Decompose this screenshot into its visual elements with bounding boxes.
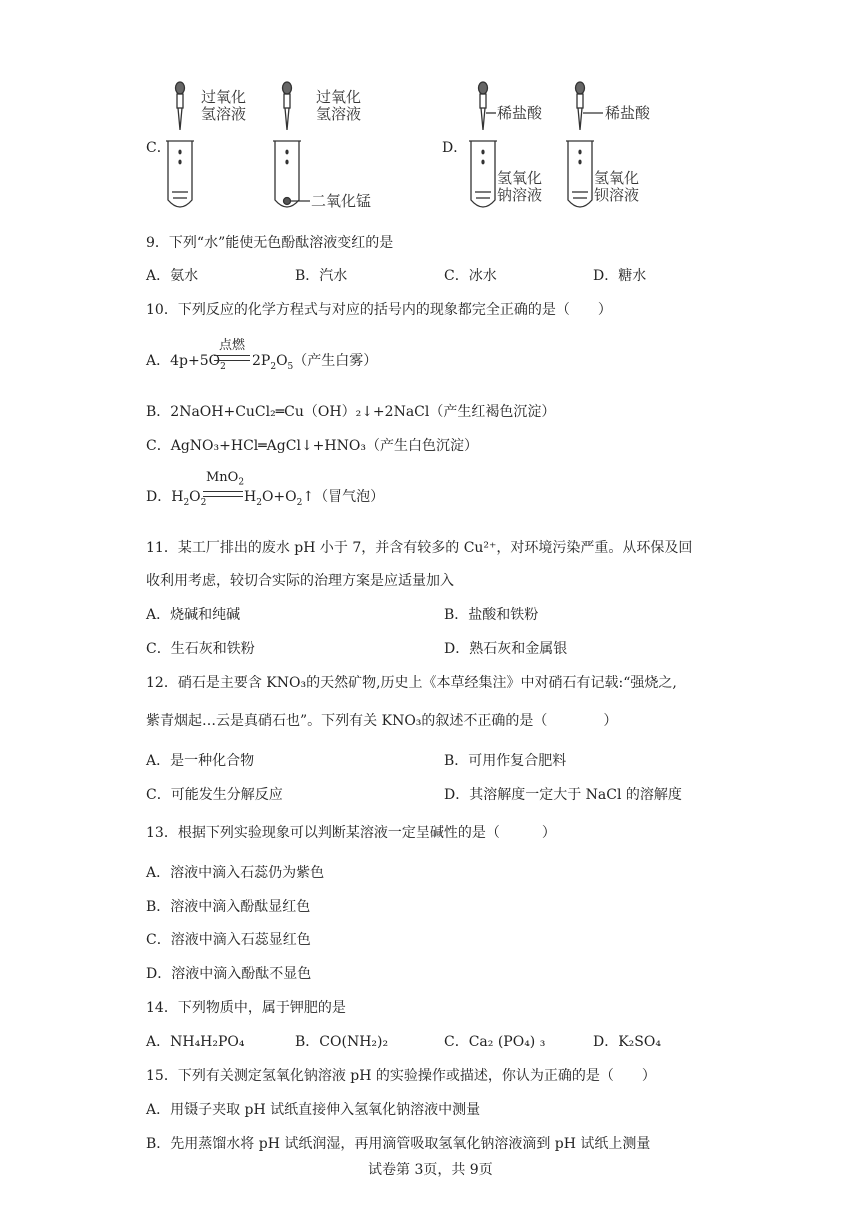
option-b: B．汽水 <box>295 268 348 284</box>
option-c: C．溶液中滴入石蕊显红色 <box>146 932 311 948</box>
reaction-condition: 点燃 <box>219 338 246 353</box>
option-d: D．糖水 <box>593 268 647 284</box>
option-c: C．AgNO₃+HCl═AgCl↓+HNO₃（产生白色沉淀） <box>146 438 478 454</box>
option-c-label: C． <box>146 140 171 156</box>
option-b: B．CO(NH₂)₂ <box>295 1034 389 1050</box>
option-d: D．其溶解度一定大于 NaCl 的溶解度 <box>444 787 682 803</box>
question-stem-line-2: 紫青烟起…云是真硝石也”。下列有关 KNO₃的叙述不正确的是（ ） <box>146 713 618 729</box>
c-tube1-reagent-label: 过氧化 氢溶液 <box>201 88 247 123</box>
page-footer: 试卷第 3页，共 9页 <box>368 1162 493 1178</box>
question-stem-line-1: 12．硝石是主要含 KNO₃的天然矿物,历史上《本草经集注》中对硝石有记载:“强烧之, <box>146 675 677 691</box>
option-d: D．溶液中滴入酚酞不显色 <box>146 966 312 982</box>
option-a: A．是一种化合物 <box>146 753 255 769</box>
option-c: C．生石灰和铁粉 <box>146 641 255 657</box>
c-tube2-bottom-label: 二氧化锰 <box>311 192 372 210</box>
option-a: A．用镊子夹取 pH 试纸直接伸入氢氧化钠溶液中测量 <box>146 1102 481 1118</box>
question-stem-line-1: 11．某工厂排出的废水 pH 小于 7，并含有较多的 Cu²⁺，对环境污染严重。从环保及回 <box>146 540 693 556</box>
option-b: B．2NaOH+CuCl₂═Cu（OH）₂↓+2NaCl（产生红褐色沉淀） <box>146 404 556 420</box>
equation-sign <box>203 491 243 497</box>
d-tube1-reagent-label: 稀盐酸 <box>497 104 543 122</box>
question-stem: 14．下列物质中，属于钾肥的是 <box>146 1000 346 1016</box>
c-tube2-reagent-label: 过氧化 氢溶液 <box>316 88 362 123</box>
d-tube1-bottom-label: 氢氧化 钠溶液 <box>497 169 543 204</box>
d-tube2-bottom-label: 氢氧化 钡溶液 <box>594 169 640 204</box>
question-stem-line-2: 收利用考虑，较切合实际的治理方案是应适量加入 <box>146 573 454 589</box>
question-stem: 15．下列有关测定氢氧化钠溶液 pH 的实验操作或描述，你认为正确的是（ ） <box>146 1068 656 1084</box>
question-stem: 9．下列“水”能使无色酚酞溶液变红的是 <box>146 235 394 251</box>
option-c: C．可能发生分解反应 <box>146 787 283 803</box>
option-b: B．溶液中滴入酚酞显红色 <box>146 899 311 915</box>
option-a: A．氨水 <box>146 268 199 284</box>
option-c: C．冰水 <box>444 268 497 284</box>
equation-sign <box>214 355 250 361</box>
option-c: C．Ca₂ (PO₄) ₃ <box>444 1034 546 1050</box>
option-d: D．熟石灰和金属银 <box>444 641 568 657</box>
option-b: B．先用蒸馏水将 pH 试纸润湿，再用滴管吸取氢氧化钠溶液滴到 pH 试纸上测量 <box>146 1136 651 1152</box>
question-stem: 13．根据下列实验现象可以判断某溶液一定呈碱性的是（ ） <box>146 825 556 841</box>
option-a: A．溶液中滴入石蕊仍为紫色 <box>146 865 325 881</box>
option-b: B．可用作复合肥料 <box>444 753 567 769</box>
option-b: B．盐酸和铁粉 <box>444 607 539 623</box>
question-stem: 10．下列反应的化学方程式与对应的括号内的现象都完全正确的是（ ） <box>146 302 612 318</box>
option-d-label: D． <box>442 140 468 156</box>
option-a: A．烧碱和纯碱 <box>146 607 241 623</box>
reaction-condition: MnO$_2$ <box>206 470 245 488</box>
test-tube-diagram <box>0 0 860 220</box>
option-d: D．K₂SO₄ <box>593 1034 661 1050</box>
option-a: A．NH₄H₂PO₄ <box>146 1034 245 1050</box>
d-tube2-reagent-label: 稀盐酸 <box>605 104 651 122</box>
